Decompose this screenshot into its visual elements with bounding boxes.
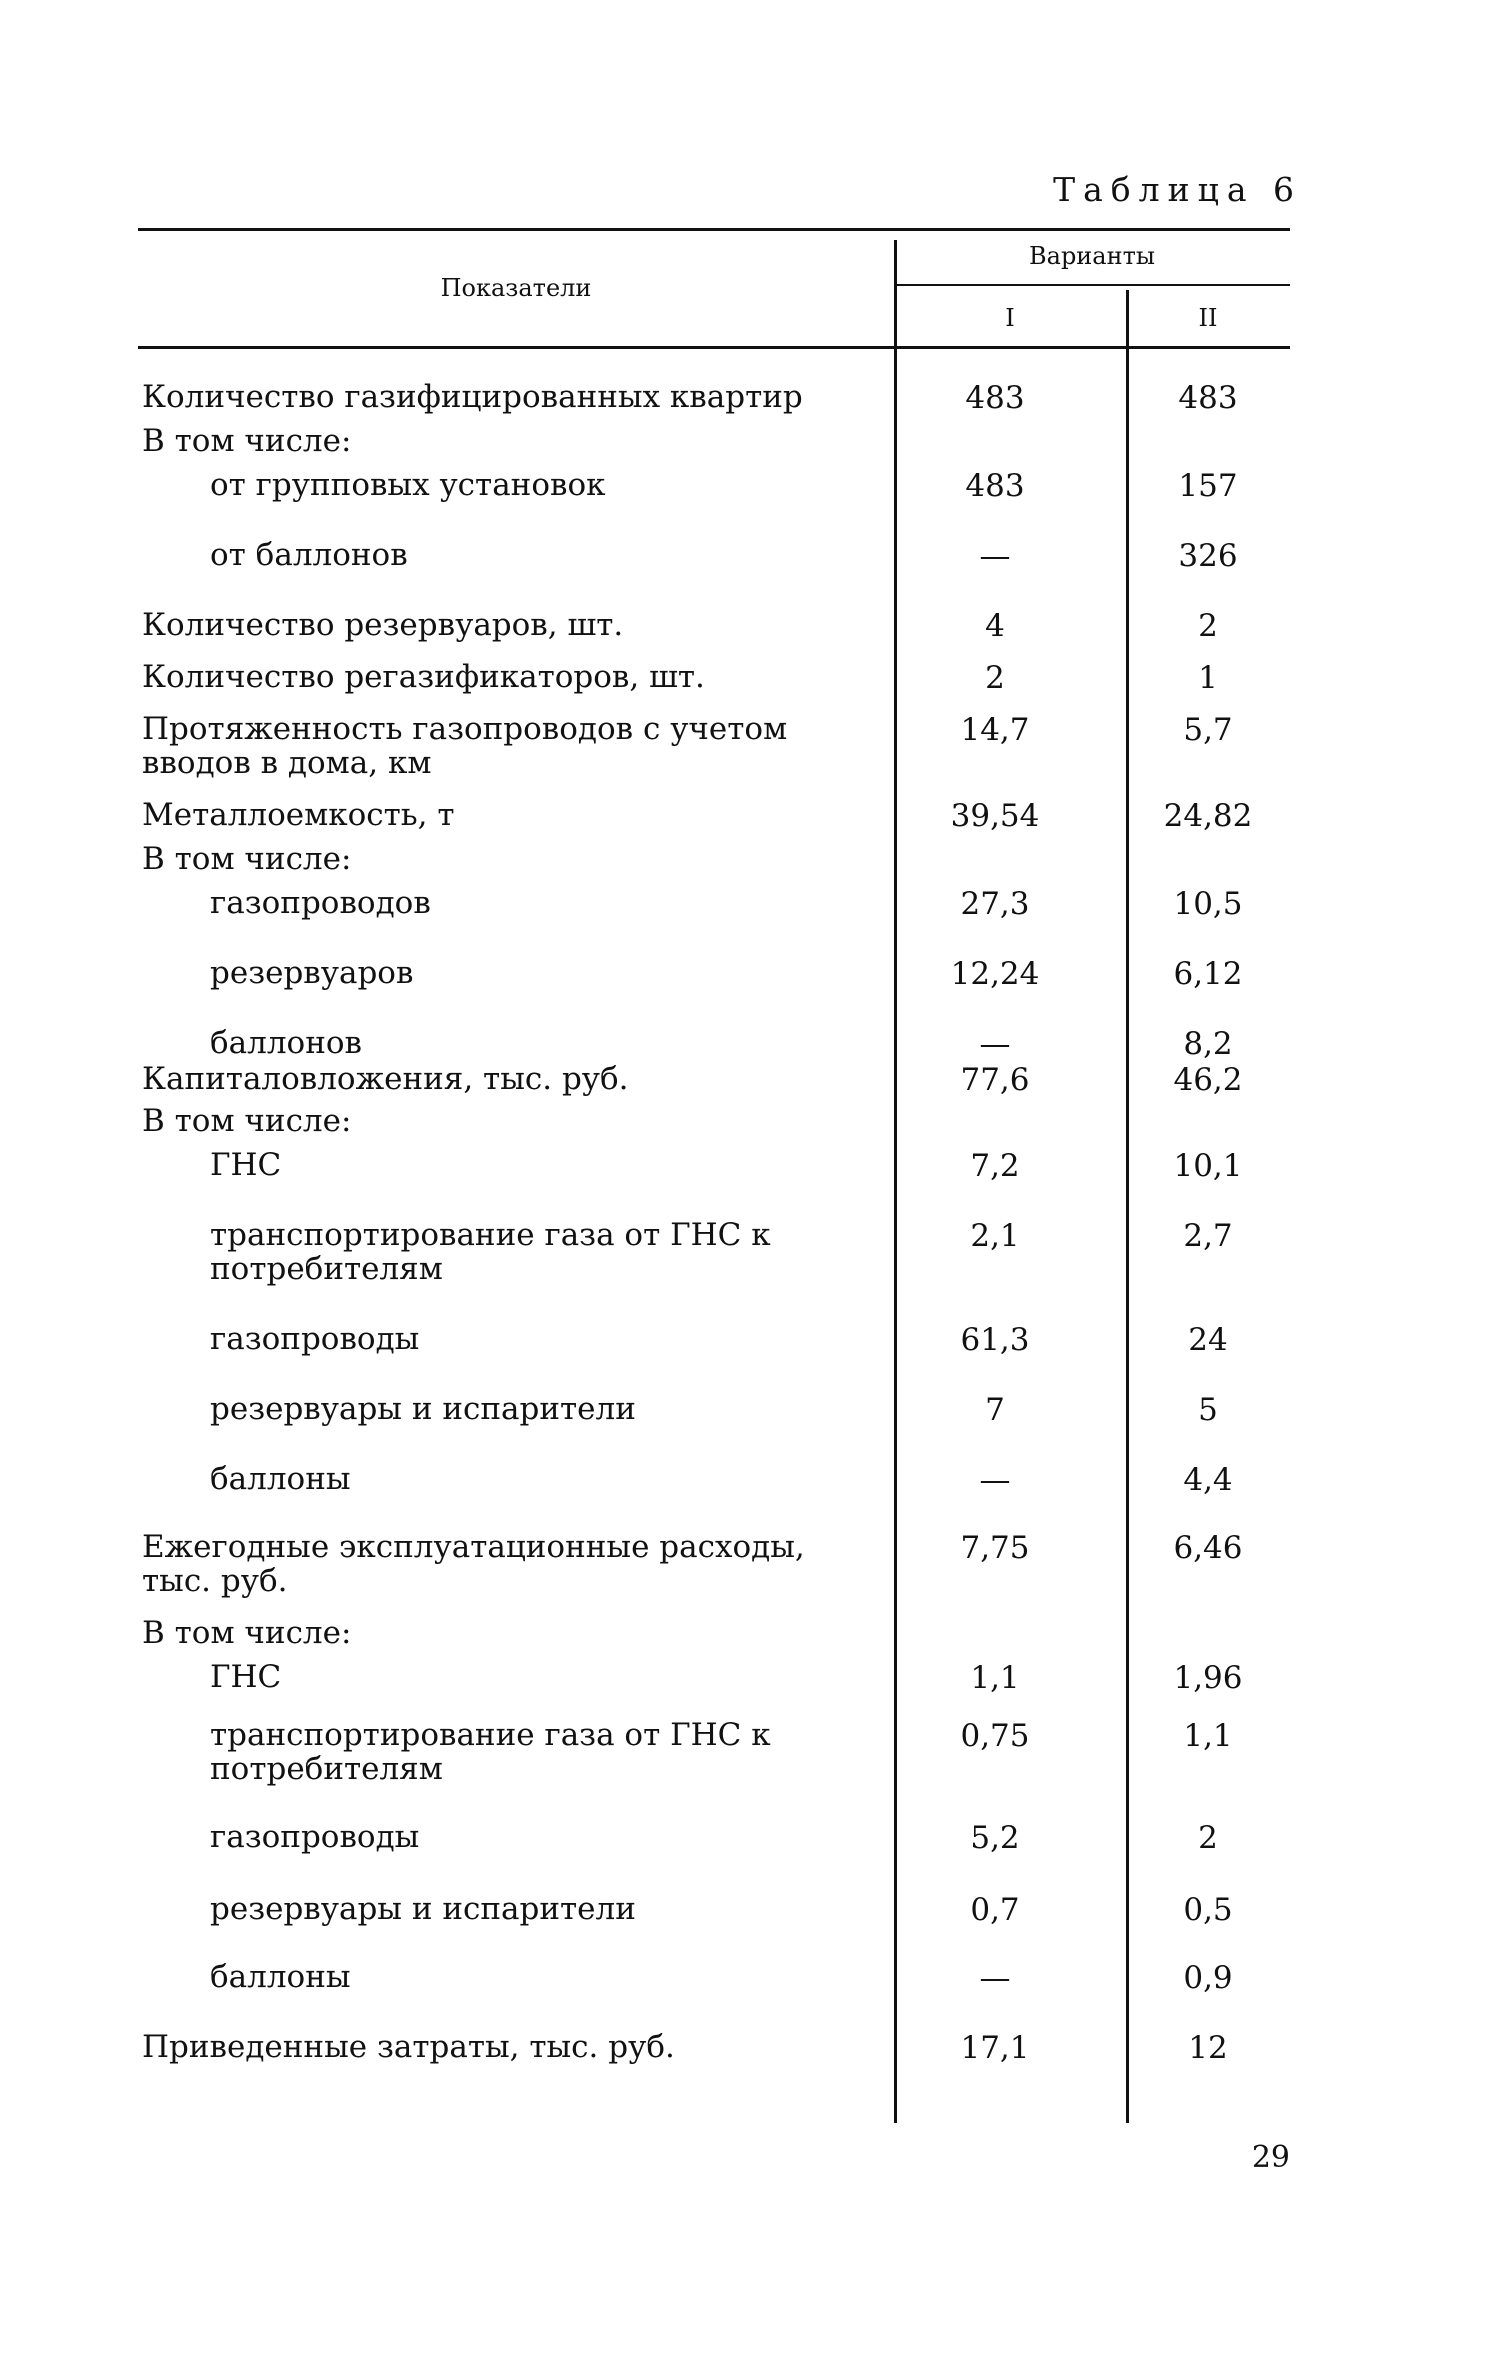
row-value-2: 157	[1178, 468, 1238, 504]
row-value-2: 5,7	[1183, 712, 1233, 748]
row-value-1: 7	[985, 1392, 1005, 1428]
row-label: ГНС	[210, 1659, 282, 1695]
row-label: В том числе:	[142, 1103, 352, 1139]
row-value-1: 0,75	[960, 1718, 1030, 1754]
row-label: Количество резервуаров, шт.	[142, 607, 624, 643]
row-value-2: 8,2	[1183, 1026, 1233, 1062]
row-value-2: 4,4	[1183, 1462, 1233, 1498]
row-value-1: 14,7	[960, 712, 1030, 748]
row-label: Металлоемкость, т	[142, 797, 455, 833]
row-value-1: 7,2	[970, 1148, 1020, 1184]
row-label: Приведенные затраты, тыс. руб.	[142, 2029, 675, 2065]
row-value-2: 24	[1188, 1322, 1228, 1358]
row-value-2: 12	[1188, 2030, 1228, 2066]
header-col-2: II	[1198, 304, 1218, 332]
row-value-2: 2	[1198, 608, 1218, 644]
row-value-2: 46,2	[1173, 1062, 1243, 1098]
row-value-1: —	[979, 538, 1011, 574]
row-value-2: 6,12	[1173, 956, 1243, 992]
row-value-1: 27,3	[960, 886, 1030, 922]
row-label: В том числе:	[142, 1615, 352, 1651]
row-label: транспортирование газа от ГНС к потребителям	[210, 1717, 771, 1787]
row-label: транспортирование газа от ГНС к потребителям	[210, 1217, 771, 1287]
row-value-2: 10,5	[1173, 886, 1243, 922]
row-value-1: 7,75	[960, 1530, 1030, 1566]
row-label: Ежегодные эксплуатационные расходы, тыс. руб.	[142, 1529, 805, 1599]
row-label: резервуары и испарители	[210, 1391, 636, 1427]
row-label: баллоны	[210, 1461, 351, 1497]
row-label: ГНС	[210, 1147, 282, 1183]
row-label: В том числе:	[142, 841, 352, 877]
row-value-1: 17,1	[960, 2030, 1030, 2066]
row-label: газопроводы	[210, 1819, 420, 1855]
row-value-1: 483	[965, 380, 1025, 416]
row-value-2: 326	[1178, 538, 1238, 574]
row-label: от групповых установок	[210, 467, 606, 503]
row-label: от баллонов	[210, 537, 408, 573]
row-value-1: 77,6	[960, 1062, 1030, 1098]
header-variants: Варианты	[1029, 242, 1155, 270]
row-label: Протяженность газопроводов с учетом вводов в дома, км	[142, 711, 788, 781]
row-value-1: 39,54	[950, 798, 1040, 834]
table-top-rule	[138, 228, 1290, 231]
row-value-1: 61,3	[960, 1322, 1030, 1358]
row-value-2: 1,1	[1183, 1718, 1233, 1754]
row-label: В том числе:	[142, 423, 352, 459]
page-number: 29	[1251, 2140, 1290, 2175]
row-value-2: 0,9	[1183, 1960, 1233, 1996]
row-value-1: 12,24	[950, 956, 1040, 992]
row-label: Количество газифицированных квартир	[142, 379, 803, 415]
row-label: резервуаров	[210, 955, 414, 991]
row-label: Количество регазификаторов, шт.	[142, 659, 705, 695]
row-label: Капиталовложения, тыс. руб.	[142, 1061, 629, 1097]
row-value-2: 2,7	[1183, 1218, 1233, 1254]
row-label: газопроводов	[210, 885, 431, 921]
row-value-2: 6,46	[1173, 1530, 1243, 1566]
row-value-1: —	[979, 1026, 1011, 1062]
row-label: баллонов	[210, 1025, 362, 1061]
row-value-2: 10,1	[1173, 1148, 1243, 1184]
row-value-2: 1,96	[1173, 1660, 1243, 1696]
row-value-1: —	[979, 1462, 1011, 1498]
row-value-1: 4	[985, 608, 1005, 644]
row-value-2: 1	[1198, 660, 1218, 696]
row-value-2: 483	[1178, 380, 1238, 416]
row-value-1: 0,7	[970, 1892, 1020, 1928]
row-label: газопроводы	[210, 1321, 420, 1357]
row-value-1: —	[979, 1960, 1011, 1996]
header-col-1: I	[1005, 304, 1015, 332]
row-value-1: 5,2	[970, 1820, 1020, 1856]
table-caption: Таблица 6	[1053, 170, 1302, 209]
row-value-2: 2	[1198, 1820, 1218, 1856]
row-label: баллоны	[210, 1959, 351, 1995]
variants-rule	[894, 284, 1290, 286]
row-value-2: 0,5	[1183, 1892, 1233, 1928]
row-value-2: 5	[1198, 1392, 1218, 1428]
header-bottom-rule	[138, 346, 1290, 349]
row-label: резервуары и испарители	[210, 1891, 636, 1927]
row-value-1: 1,1	[970, 1660, 1020, 1696]
data-table	[138, 228, 1290, 2123]
row-value-1: 2	[985, 660, 1005, 696]
row-value-1: 2,1	[970, 1218, 1020, 1254]
header-indicators: Показатели	[440, 274, 592, 302]
row-value-2: 24,82	[1163, 798, 1253, 834]
row-value-1: 483	[965, 468, 1025, 504]
